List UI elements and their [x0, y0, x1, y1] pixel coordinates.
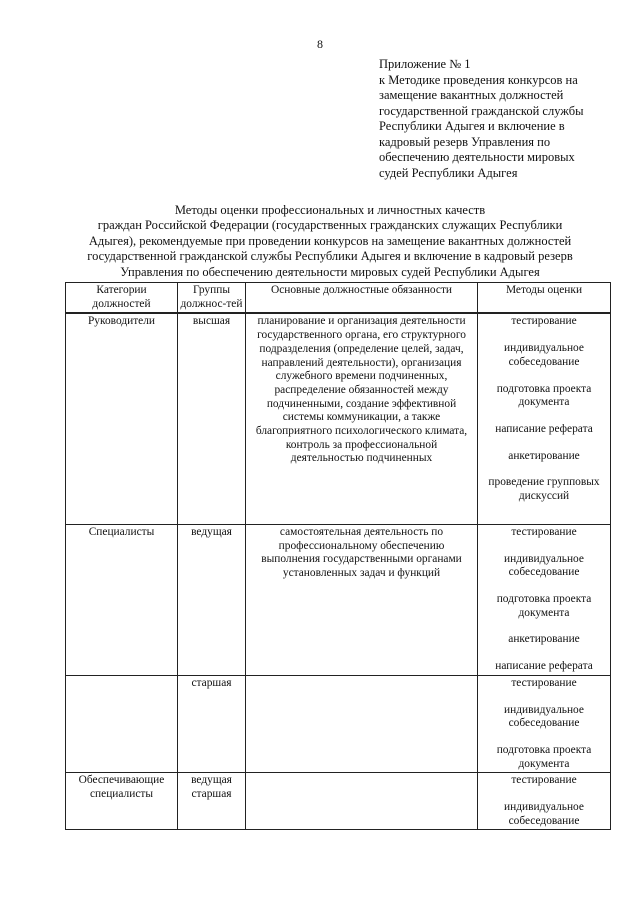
category-cell: Обеспечивающие специалисты: [66, 773, 178, 830]
category-cell: Специалисты: [66, 524, 178, 675]
group-label: высшая: [192, 315, 231, 328]
methods-cell: [478, 675, 611, 773]
group-label: ведущая: [191, 774, 232, 787]
header-categories: Категории должностей: [66, 283, 178, 314]
header-groups: Группы должнос-тей: [178, 283, 246, 314]
group-cell: [178, 773, 246, 830]
duties-cell: [246, 773, 478, 830]
category-cell: Руководители: [66, 313, 178, 524]
appendix-title: Приложение № 1: [379, 57, 471, 71]
appendix-line: Республики Адыгея и включение в: [379, 119, 565, 133]
header-duties: Основные должностные обязанности: [246, 283, 478, 314]
method-item: написание реферата: [495, 422, 593, 435]
title-line: государственной гражданской службы Республики Адыгея и включение в кадровый резерв: [87, 249, 573, 264]
table-header-row: [66, 283, 611, 314]
appendix-line: кадровый резерв Управления по: [379, 134, 551, 149]
appendix-line: судей Республики Адыгея: [379, 165, 518, 180]
method-item: тестирование: [511, 525, 577, 538]
table-row: [66, 524, 611, 675]
appendix-line: обеспечению деятельности мировых: [379, 150, 575, 164]
method-item: анкетирование: [508, 633, 580, 646]
duties-cell: планирование и организация деятельности государственного органа, его структурного подразделения (определение целей, задач, направлений деятельности), организация служебного времени подчиненных, распределение обязанностей между подчиненными, создание эффективной системы коммуникации, а также благоприятного психологического климата, контроль за профессиональной деятельностью подчиненных: [246, 313, 478, 524]
method-item: тестирование: [511, 774, 577, 787]
appendix-line: к Методике проведения конкурсов на: [379, 72, 578, 87]
method-item: индивидуальное собеседование: [504, 552, 584, 579]
method-item: тестирование: [511, 676, 577, 689]
group-cell: [178, 313, 246, 524]
group-label: ведущая: [191, 525, 232, 538]
method-item: проведение групповых дискуссий: [488, 476, 600, 503]
group-label: старшая: [191, 676, 232, 689]
method-item: индивидуальное собеседование: [504, 703, 584, 730]
method-item: подготовка проекта документа: [496, 382, 592, 409]
method-item: подготовка проекта документа: [496, 593, 592, 619]
title-line: Управления по обеспечению деятельности мировых судей Республики Адыгея: [120, 264, 540, 279]
appendix-note: [379, 57, 629, 181]
method-item: написание реферата: [495, 660, 593, 673]
table-row: [66, 675, 611, 773]
header-methods: Методы оценки: [478, 283, 611, 314]
table-row: [66, 313, 611, 524]
method-item: анкетирование: [508, 449, 580, 462]
methods-cell: [478, 773, 611, 830]
appendix-line: государственной гражданской службы: [379, 103, 584, 118]
page-number: 8: [317, 37, 323, 51]
category-cell: [66, 675, 178, 773]
methods-cell: [478, 524, 611, 675]
title-line: граждан Российской Федерации (государственных гражданских служащих Республики: [97, 218, 563, 233]
document-title: [60, 203, 600, 280]
method-item: подготовка проекта документа: [496, 743, 592, 770]
appendix-line: замещение вакантных должностей: [379, 88, 564, 102]
methods-cell: [478, 313, 611, 524]
method-item: индивидуальное собеседование: [504, 342, 584, 368]
method-item: индивидуальное собеседование: [504, 801, 584, 827]
group-cell: [178, 524, 246, 675]
title-line: Методы оценки профессиональных и личностных качеств: [174, 203, 486, 217]
table-row: [66, 773, 611, 830]
group-cell: [178, 675, 246, 773]
methods-table: [65, 282, 611, 830]
duties-cell: самостоятельная деятельность по профессиональному обеспечению выполнения государственными органами установленных задач и функций: [246, 524, 478, 675]
group-label: старшая: [191, 788, 232, 801]
title-line: Адыгея), рекомендуемые при проведении конкурсов на замещение вакантных должностей: [88, 233, 572, 248]
duties-cell: [246, 675, 478, 773]
method-item: тестирование: [511, 315, 577, 328]
